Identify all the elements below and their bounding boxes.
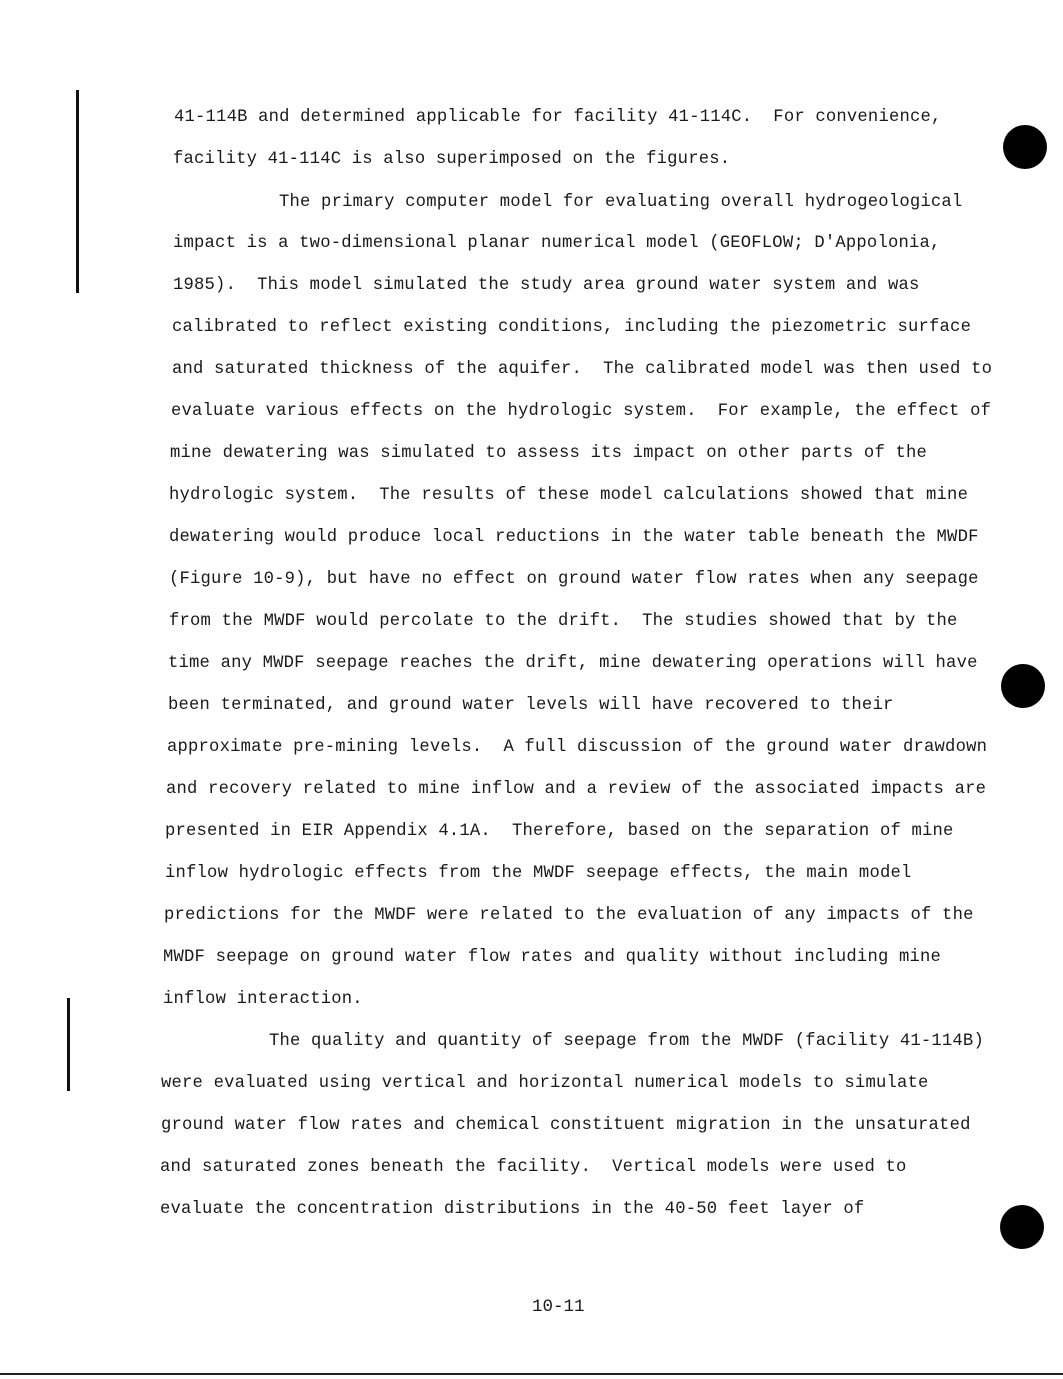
- text-line: 41-114B and determined applicable for facility 41-114C. For convenience,: [174, 108, 942, 127]
- text-line: evaluate various effects on the hydrologic system. For example, the effect of: [171, 402, 992, 421]
- text-line: and recovery related to mine inflow and a review of the associated impacts are: [166, 780, 987, 799]
- revision-bar: [76, 90, 79, 293]
- text-line: 1985). This model simulated the study area ground water system and was: [173, 276, 920, 295]
- text-line: mine dewatering was simulated to assess its impact on other parts of the: [170, 444, 928, 463]
- punch-hole: [1003, 125, 1047, 169]
- text-line: time any MWDF seepage reaches the drift, mine dewatering operations will have: [168, 654, 978, 673]
- punch-hole: [1000, 1205, 1044, 1249]
- text-line: from the MWDF would percolate to the drift. The studies showed that by the: [169, 612, 958, 631]
- text-line: dewatering would produce local reductions in the water table beneath the MWDF: [169, 528, 979, 547]
- text-line: were evaluated using vertical and horizontal numerical models to simulate: [161, 1074, 929, 1093]
- text-line: been terminated, and ground water levels will have recovered to their: [168, 696, 894, 715]
- text-line: ground water flow rates and chemical constituent migration in the unsaturated: [161, 1116, 971, 1135]
- text-line: presented in EIR Appendix 4.1A. Therefore, based on the separation of mine: [165, 822, 954, 841]
- text-line: predictions for the MWDF were related to the evaluation of any impacts of the: [164, 906, 974, 925]
- text-line: The primary computer model for evaluating overall hydrogeological: [279, 193, 963, 212]
- text-line: hydrologic system. The results of these model calculations showed that mine: [169, 486, 969, 505]
- text-line: and saturated thickness of the aquifer. The calibrated model was then used to: [172, 360, 993, 379]
- text-line: and saturated zones beneath the facility. Vertical models were used to: [160, 1158, 907, 1177]
- text-line: MWDF seepage on ground water flow rates and quality without including mine: [163, 948, 942, 967]
- text-line: calibrated to reflect existing conditions, including the piezometric surface: [172, 318, 972, 337]
- text-line: evaluate the concentration distributions in the 40-50 feet layer of: [160, 1200, 865, 1219]
- text-line: approximate pre-mining levels. A full discussion of the ground water drawdown: [167, 738, 988, 757]
- page-number: 10-11: [532, 1297, 585, 1317]
- punch-hole: [1001, 664, 1045, 708]
- page-edge-rule: [0, 1373, 1063, 1375]
- text-line: (Figure 10-9), but have no effect on ground water flow rates when any seepage: [169, 570, 979, 589]
- revision-bar: [67, 998, 70, 1091]
- text-line: inflow interaction.: [163, 990, 363, 1009]
- text-line: impact is a two-dimensional planar numerical model (GEOFLOW; D'Appolonia,: [173, 234, 941, 253]
- text-line: The quality and quantity of seepage from the MWDF (facility 41-114B): [269, 1032, 984, 1051]
- text-line: facility 41-114C is also superimposed on the figures.: [173, 150, 731, 169]
- text-line: inflow hydrologic effects from the MWDF seepage effects, the main model: [165, 864, 912, 883]
